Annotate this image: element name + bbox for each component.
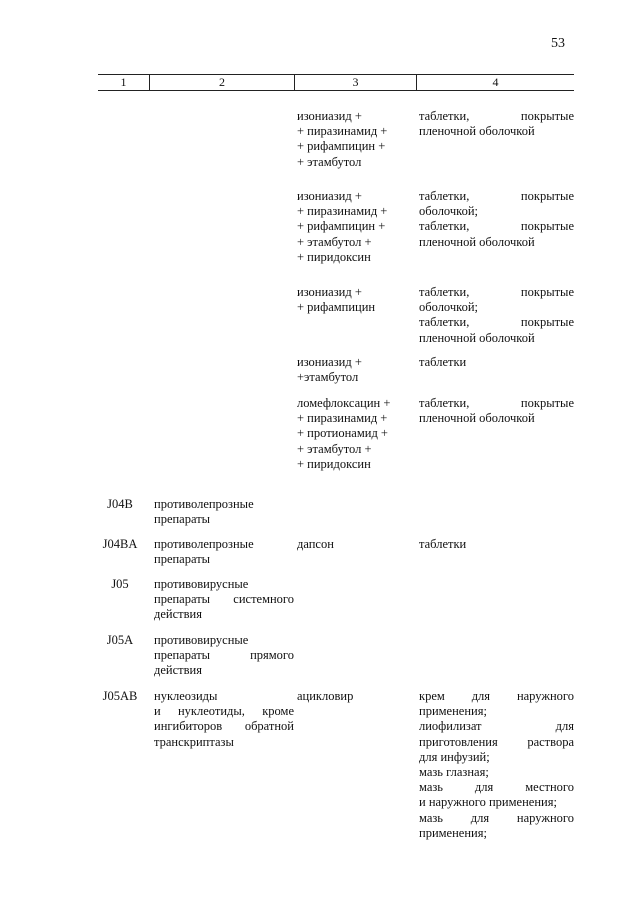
text-line: и нуклеотиды, кроме <box>154 704 294 719</box>
row-1-code: J04B <box>107 497 133 511</box>
table-header-row <box>98 74 574 91</box>
row-4-code: J05A <box>106 633 134 647</box>
text-line: оболочкой; <box>419 300 478 315</box>
text-line: таблетки, покрытые <box>419 189 574 203</box>
row-3-code: J05 <box>111 577 129 591</box>
text-line: мазь для наружного <box>419 810 574 825</box>
text-line: таблетки, покрытые <box>419 219 574 234</box>
text-line: таблетки <box>419 537 467 551</box>
text-line: мазь глазная; <box>419 765 489 780</box>
row-5-form <box>419 689 574 841</box>
row-5-drug: ацикловир <box>297 689 354 703</box>
text-line: препараты <box>154 552 211 567</box>
text-line: мазь для местного <box>419 780 574 795</box>
text-line: транскриптазы <box>154 734 234 749</box>
header-col-4: 4 <box>492 75 499 89</box>
text-line: ингибиторов обратной <box>154 719 294 734</box>
row-2-group <box>154 537 294 567</box>
combo-1-name: изониазид + + пиразинамид + + рифампицин + + этамбутол <box>297 109 388 169</box>
text-line: противолепрозные <box>154 497 254 511</box>
text-line: противовирусные <box>154 577 249 591</box>
row-5-group <box>154 689 294 750</box>
combo-4-form <box>419 355 574 370</box>
row-5-code: J05AB <box>102 689 138 703</box>
text-line: препараты <box>154 512 211 527</box>
text-line: пленочной оболочкой <box>419 330 535 345</box>
row-4-group <box>154 633 294 679</box>
row-2-form <box>419 537 574 552</box>
text-line: оболочкой; <box>419 204 478 219</box>
combo-1-form <box>419 109 574 139</box>
combo-3-form <box>419 285 574 346</box>
text-line: лиофилизат для <box>419 719 574 734</box>
row-3-group <box>154 577 294 623</box>
text-line: применения; <box>419 704 487 719</box>
row-2-code: J04BA <box>102 537 138 551</box>
page-number: 53 <box>551 36 565 51</box>
text-line: таблетки, покрытые <box>419 315 574 330</box>
row-2-drug: дапсон <box>297 537 334 551</box>
text-line: противолепрозные <box>154 537 254 551</box>
text-line: применения; <box>419 825 487 840</box>
text-line: крем для наружного <box>419 689 574 703</box>
text-line: таблетки <box>419 355 467 369</box>
text-line: действия <box>154 607 202 622</box>
header-col-3: 3 <box>295 75 417 90</box>
text-line: пленочной оболочкой <box>419 411 535 426</box>
text-line: для инфузий; <box>419 749 490 764</box>
text-line: и наружного применения; <box>419 795 557 810</box>
text-line: таблетки, покрытые <box>419 285 574 299</box>
text-line: действия <box>154 663 202 678</box>
combo-3-name: изониазид + + рифампицин <box>297 285 376 315</box>
combo-5-form <box>419 396 574 426</box>
combo-5-name: ломефлоксацин + + пиразинамид + + протионамид + + этамбутол + + пиридоксин <box>297 396 391 471</box>
text-line: нуклеозиды <box>154 689 218 703</box>
text-line: противовирусные <box>154 633 249 647</box>
combo-2-form <box>419 189 574 250</box>
text-line: таблетки, покрытые <box>419 109 574 123</box>
text-line: приготовления раствора <box>419 734 574 749</box>
header-col-1: 1 <box>98 75 150 90</box>
combo-2-name: изониазид + + пиразинамид + + рифампицин + + этамбутол + + пиридоксин <box>297 189 388 264</box>
row-1-group <box>154 497 294 527</box>
text-line: пленочной оболочкой <box>419 234 535 249</box>
text-line: препараты системного <box>154 592 294 607</box>
header-col-2: 2 <box>150 75 295 90</box>
text-line: пленочной оболочкой <box>419 124 535 139</box>
text-line: таблетки, покрытые <box>419 396 574 410</box>
text-line: препараты прямого <box>154 648 294 663</box>
combo-4-name: изониазид + +этамбутол <box>297 355 362 385</box>
